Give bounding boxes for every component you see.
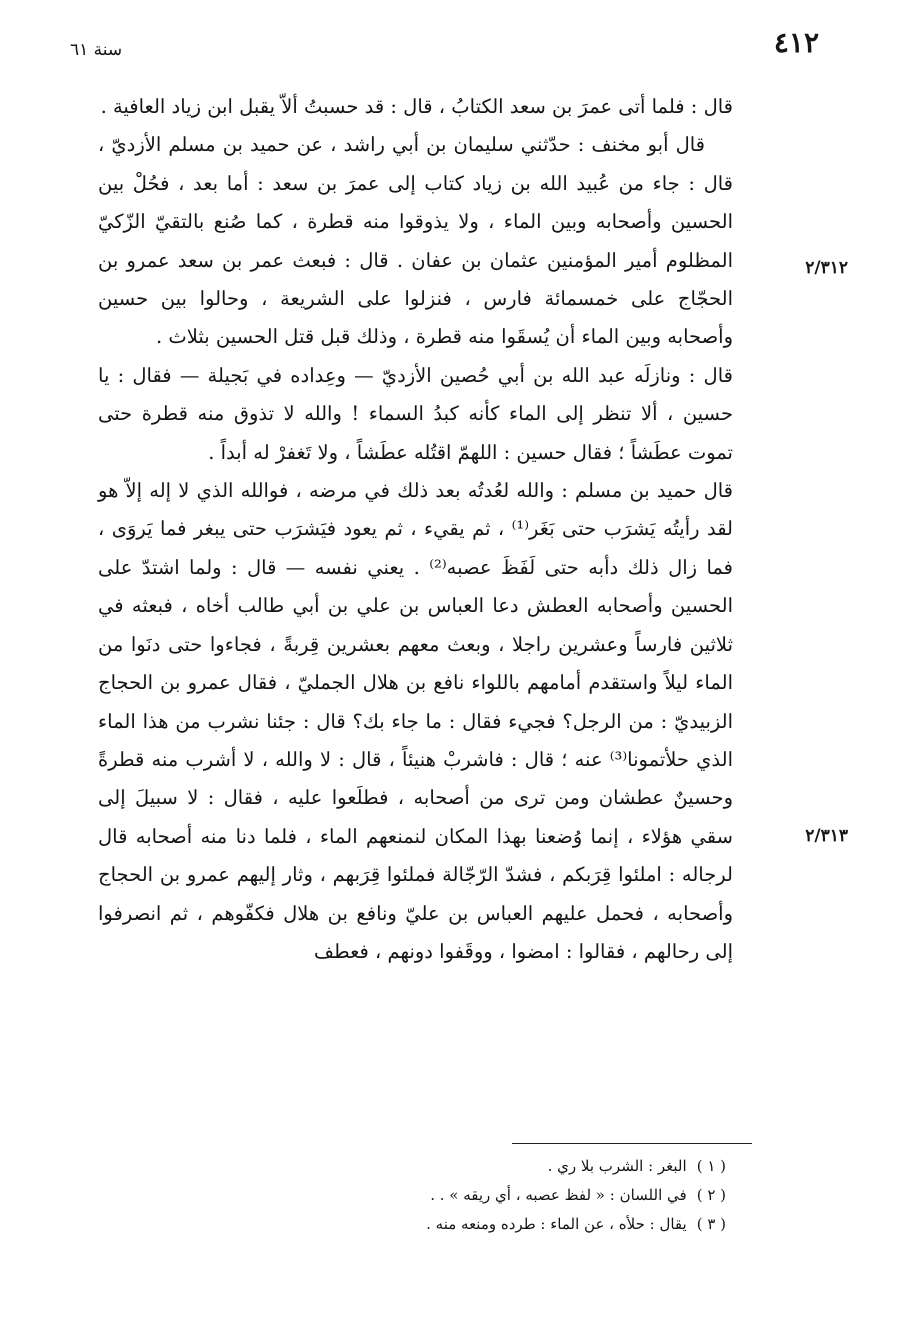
footnote: [366, 1181, 726, 1210]
footnotes: [366, 1152, 726, 1239]
footnote-text: يقال : حلأه ، عن الماء : طرده ومنعه منه .: [426, 1215, 687, 1233]
footnote-number: ( ١ ): [696, 1157, 726, 1175]
footnote-rule: [512, 1143, 752, 1144]
body-text: [98, 88, 733, 971]
margin-reference: ٢/٣١٢: [805, 258, 848, 278]
footnote: [366, 1152, 726, 1181]
running-head: سنة ٦١: [70, 40, 123, 60]
paragraph: قال : فلما أتى عمرَ بن سعد الكتابُ ، قال : قد حسبتُ ألاّ يقبل ابن زياد العافية .: [100, 95, 733, 118]
paragraph: قال أبو مخنف : حدّثني سليمان بن أبي راشد ، عن حميد بن مسلم الأزديّ ، قال : جاء من عُبيد الله بن زياد كتاب إلى عمرَ بن سعد : أما بعد ، فحُلْ بين الحسين وأصحابه وبين الماء ، ولا يذوقوا منه قطرة ، كما صُنع بالتقيّ الزّكيّ المظلوم أمير المؤمنين عثمان بن عفان . قال : فبعث عمر بن سعد عمرو بن الحجّاج على خمسمائة فارس ، فنزلوا على الشريعة ، وحالوا بين حسين وأصحابه وبين الماء أن يُسقَوا منه قطرة ، وذلك قبل قتل الحسين بثلاث .: [98, 133, 733, 349]
footnote-text: في اللسان : « لفظ عصبه ، أي ريقه » . .: [430, 1186, 687, 1204]
footnote-number: ( ٢ ): [696, 1186, 726, 1204]
page-number: ٤١٢: [773, 26, 819, 59]
margin-reference: ٢/٣١٣: [805, 826, 848, 846]
paragraph: قال : ونازلَه عبد الله بن أبي حُصين الأزديّ — وعِداده في بَجيلة — فقال : يا حسين ، ألا تنظر إلى الماء كأنه كبدُ السماء ! والله لا تذوق منه قطرة حتى تموت عطَشاً ؛ فقال حسين : اللهمّ اقتُله عطَشاً ، ولا تَغفرْ له أبداً .: [98, 363, 733, 464]
paragraph: قال حميد بن مسلم : والله لعُدتُه بعد ذلك في مرضه ، فوالله الذي لا إله إلاّ هو لقد رأيتُه يَشرَب حتى بَغَر⁽¹⁾ ، ثم يقيء ، ثم يعود فيَشرَب حتى يبغر فما يَروَى ، فما زال ذلك دأبه حتى لَفَظَ عصبه⁽²⁾ . يعني نفسه — قال : ولما اشتدّ على الحسين وأصحابه العطش دعا العباس بن علي بن أبي طالب أخاه ، فبعثه في ثلاثين فارساً وعشرين راجلا ، وبعث معهم بعشرين قِربةً ، فجاءوا حتى دنَوا من الماء ليلاً واستقدم أمامهم باللواء نافع بن هلال الجمليّ ، فقال عمرو بن الحجاج الزبيديّ : من الرجل؟ فجيء فقال : ما جاء بك؟ قال : جئنا نشرب من هذا الماء الذي حلأتمونا⁽³⁾ عنه ؛ قال : فاشربْ هنيئاً ، قال : لا والله ، لا أشرب منه قطرةً وحسينٌ عطشان ومن ترى من أصحابه ، فطلَعوا عليه ، فقال : لا سبيلَ إلى سقي هؤلاء ، إنما وُضعنا بهذا المكان لنمنعهم الماء ، فلما دنا منه أصحابه قال لرجاله : املئوا قِرَبكم ، فشدّ الرّجّالة فملئوا قِرَبهم ، وثار إليهم عمرو بن الحجاج وأصحابه ، فحمل عليهم العباس بن عليّ ونافع بن هلال فكفّوهم ، ثم انصرفوا إلى رحالهم ، فقالوا : امضوا ، ووقَفوا دونهم ، فعطف: [98, 479, 734, 963]
footnote: [366, 1210, 726, 1239]
footnote-text: البغر : الشرب بلا ري .: [547, 1157, 687, 1175]
footnote-number: ( ٣ ): [696, 1215, 726, 1233]
